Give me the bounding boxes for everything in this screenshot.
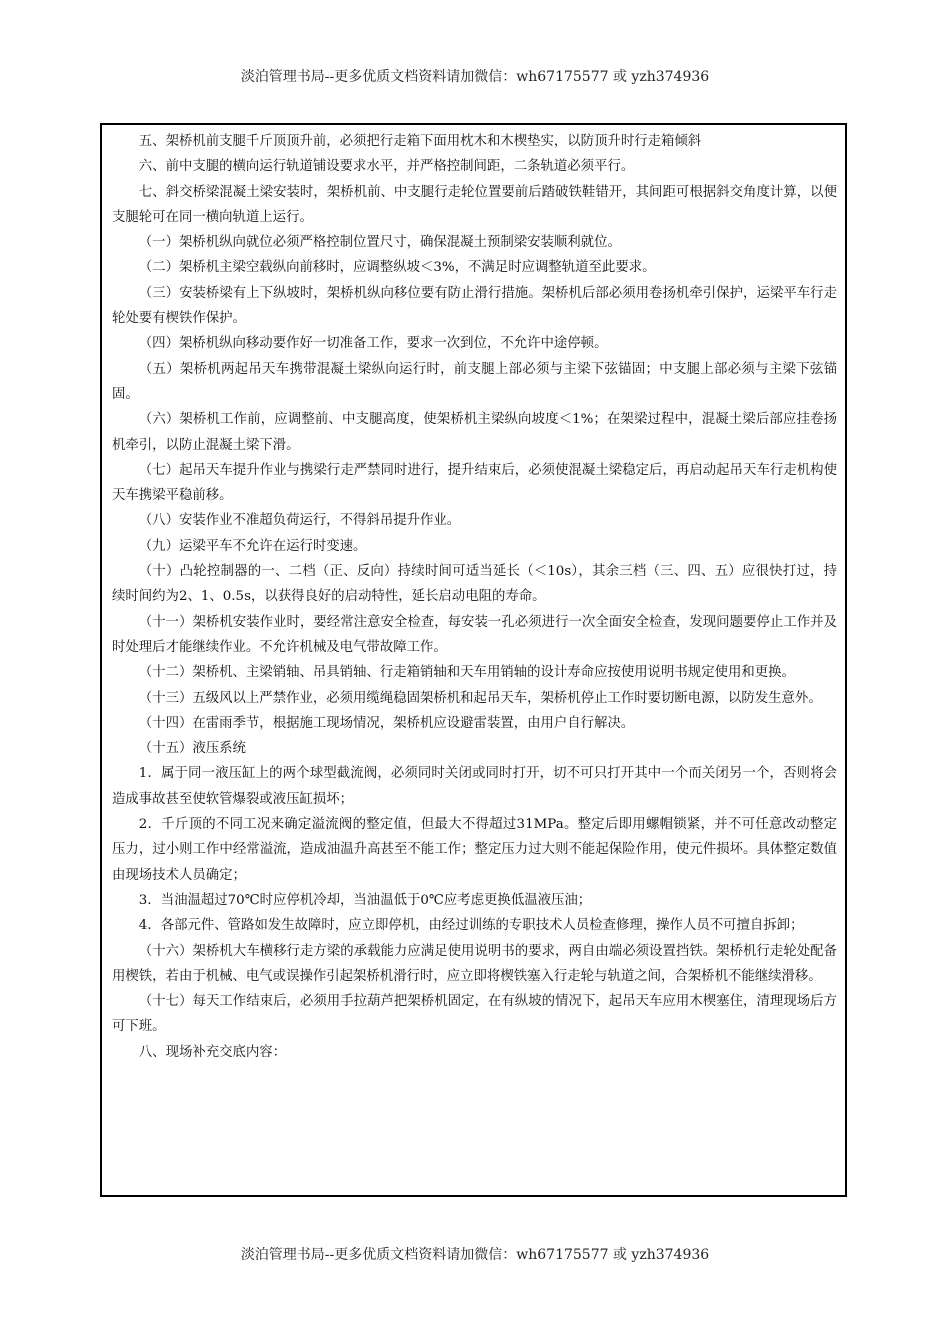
paragraph: （三）安装桥梁有上下纵坡时，架桥机纵向移位要有防止滑行措施。架桥机后部必须用卷扬机牵引保护，运梁平车行走轮处要有楔铁作保护。 <box>112 285 837 327</box>
paragraph: （四）架桥机纵向移动要作好一切准备工作，要求一次到位，不允许中途停顿。 <box>138 336 608 352</box>
paragraph: 八、现场补充交底内容： <box>138 1044 287 1060</box>
paragraph: （十三）五级风以上严禁作业，必须用缆绳稳固架桥机和起吊天车，架桥机停止工作时要切断电源，以防发生意外。 <box>138 690 822 706</box>
paragraph: （十四）在雷雨季节，根据施工现场情况，架桥机应设避雷装置，由用户自行解决。 <box>138 715 635 731</box>
document-body <box>112 129 837 1065</box>
paragraph: （十五）液压系统 <box>138 741 246 757</box>
paragraph: （一）架桥机纵向就位必须严格控制位置尺寸，确保混凝土预制梁安装顺利就位。 <box>138 235 621 251</box>
paragraph: （十二）架桥机、主梁销轴、吊具销轴、行走箱销轴和天车用销轴的设计寿命应按使用说明书规定使用和更换。 <box>138 665 795 681</box>
paragraph: 1．属于同一液压缸上的两个球型截流阀，必须同时关闭或同时打开，切不可只打开其中一个而关闭另一个，否则将会造成事故甚至使软管爆裂或液压缸损坏； <box>112 766 837 807</box>
page-header: 淡泊管理书局--更多优质文档资料请加微信：wh67175577 或 yzh374936 <box>240 69 710 85</box>
paragraph: （十七）每天工作结束后，必须用手拉葫芦把架桥机固定，在有纵坡的情况下，起吊天车应用木楔塞住，清理现场后方可下班。 <box>112 994 837 1035</box>
paragraph: （六）架桥机工作前，应调整前、中支腿高度，使架桥机主梁纵向坡度＜1%；在架梁过程中，混凝土梁后部应挂卷扬机牵引，以防止混凝土梁下滑。 <box>112 412 837 453</box>
paragraph: 六、前中支腿的横向运行轨道铺设要求水平，并严格控制间距，二条轨道必须平行。 <box>138 159 635 175</box>
paragraph: （二）架桥机主梁空载纵向前移时，应调整纵坡＜3%，不满足时应调整轨道至此要求。 <box>138 260 656 276</box>
paragraph: （七）起吊天车提升作业与携梁行走严禁同时进行，提升结束后，必须使混凝土梁稳定后，再启动起吊天车行走机构使天车携梁平稳前移。 <box>112 462 837 504</box>
paragraph: （五）架桥机两起吊天车携带混凝土梁纵向运行时，前支腿上部必须与主梁下弦锚固；中支腿上部必须与主梁下弦锚固。 <box>112 361 837 402</box>
paragraph: （十）凸轮控制器的一、二档（正、反向）持续时间可适当延长（＜10s），其余三档（三、四、五）应很快打过，持续时间约为2、1、0.5s，以获得良好的启动特性，延长启动电阻的寿命。 <box>112 564 837 605</box>
page-footer: 淡泊管理书局--更多优质文档资料请加微信：wh67175577 或 yzh374936 <box>240 1247 710 1263</box>
paragraph: （十一）架桥机安装作业时，要经常注意安全检查，每安装一孔必须进行一次全面安全检查，发现问题要停止工作并及时处理后才能继续作业。不允许机械及电气带故障工作。 <box>112 614 837 655</box>
document-frame <box>100 123 847 1197</box>
paragraph: 4．各部元件、管路如发生故障时，应立即停机，由经过训练的专职技术人员检查修理，操作人员不可擅自拆卸； <box>138 918 804 934</box>
paragraph: （九）运梁平车不允许在运行时变速。 <box>138 538 367 554</box>
paragraph: 3．当油温超过70℃时应停机冷却，当油温低于0℃应考虑更换低温液压油； <box>138 892 592 908</box>
paragraph: 2．千斤顶的不同工况来确定溢流阀的整定值，但最大不得超过31MPa。整定后即用螺帽锁紧，并不可任意改动整定压力，过小则工作中经常溢流，造成油温升高甚至不能工作；整定压力过大则不能起保险作用，使元件损坏。具体整定数值由现场技术人员确定； <box>112 817 837 883</box>
paragraph: （八）安装作业不准超负荷运行，不得斜吊提升作业。 <box>138 513 461 529</box>
paragraph: 五、架桥机前支腿千斤顶顶升前，必须把行走箱下面用枕木和木楔垫实，以防顶升时行走箱倾斜 <box>138 134 702 149</box>
paragraph: （十六）架桥机大车横移行走方梁的承载能力应满足使用说明书的要求，两自由端必须设置挡铁。架桥机行走轮处配备用楔铁，若由于机械、电气或误操作引起架桥机滑行时，应立即将楔铁塞入行走轮与轨道之间，合架桥机不能继续滑移。 <box>112 943 837 984</box>
paragraph: 七、斜交桥梁混凝土梁安装时，架桥机前、中支腿行走轮位置要前后踏破铁鞋错开，其间距可根据斜交角度计算，以便支腿轮可在同一横向轨道上运行。 <box>112 184 837 225</box>
